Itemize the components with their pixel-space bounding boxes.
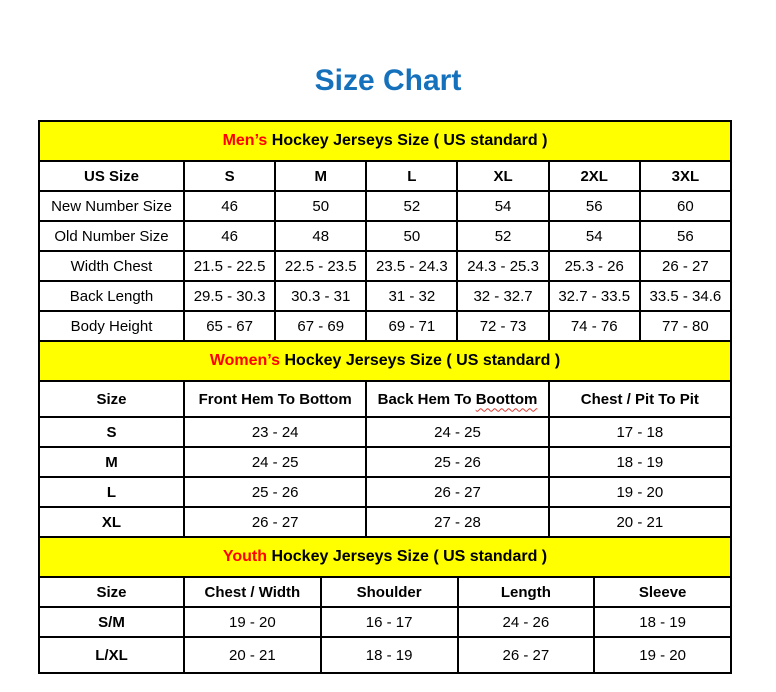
table-row	[39, 477, 731, 507]
womens-cell: 25 - 26	[184, 477, 366, 507]
mens-col-header: S	[184, 161, 275, 191]
womens-row-label: XL	[39, 507, 184, 537]
mens-cell: 69 - 71	[366, 311, 457, 341]
mens-cell: 26 - 27	[640, 251, 731, 281]
youth-cell: 19 - 20	[184, 607, 321, 637]
back-hem-misspelled-word: Boottom	[475, 390, 538, 408]
womens-cell: 24 - 25	[366, 417, 548, 447]
mens-row-label: Back Length	[39, 281, 184, 311]
mens-cell: 52	[366, 191, 457, 221]
womens-cell: 23 - 24	[184, 417, 366, 447]
mens-cell: 56	[640, 221, 731, 251]
mens-col-header: US Size	[39, 161, 184, 191]
mens-band-row	[39, 121, 731, 161]
youth-col-header: Chest / Width	[184, 577, 321, 607]
womens-row-label: L	[39, 477, 184, 507]
mens-band-rest: Hockey Jerseys Size ( US standard )	[267, 132, 548, 149]
mens-header-row	[39, 161, 731, 191]
mens-cell: 32.7 - 33.5	[549, 281, 640, 311]
womens-size-table	[38, 340, 732, 538]
mens-band-title	[39, 121, 731, 161]
mens-col-header: 2XL	[549, 161, 640, 191]
womens-header-row	[39, 381, 731, 417]
mens-cell: 77 - 80	[640, 311, 731, 341]
womens-band-row	[39, 341, 731, 381]
mens-cell: 56	[549, 191, 640, 221]
mens-cell: 46	[184, 191, 275, 221]
mens-band-highlight: Men’s	[222, 132, 268, 149]
table-row	[39, 191, 731, 221]
mens-row-label: Body Height	[39, 311, 184, 341]
table-row	[39, 221, 731, 251]
youth-cell: 18 - 19	[594, 607, 731, 637]
youth-cell: 19 - 20	[594, 637, 731, 673]
youth-row-label: L/XL	[39, 637, 184, 673]
mens-cell: 24.3 - 25.3	[457, 251, 548, 281]
table-row	[39, 281, 731, 311]
womens-cell: 18 - 19	[549, 447, 731, 477]
back-hem-prefix: Back Hem To	[377, 390, 476, 408]
womens-band-title	[39, 341, 731, 381]
mens-cell: 48	[275, 221, 366, 251]
womens-cell: 24 - 25	[184, 447, 366, 477]
mens-col-header: M	[275, 161, 366, 191]
womens-cell: 26 - 27	[184, 507, 366, 537]
womens-cell: 17 - 18	[549, 417, 731, 447]
youth-row-label: S/M	[39, 607, 184, 637]
table-row	[39, 637, 731, 673]
mens-row-label: New Number Size	[39, 191, 184, 221]
youth-col-header: Length	[458, 577, 595, 607]
womens-col-header: Size	[39, 381, 184, 417]
mens-row-label: Old Number Size	[39, 221, 184, 251]
mens-cell: 21.5 - 22.5	[184, 251, 275, 281]
mens-cell: 29.5 - 30.3	[184, 281, 275, 311]
mens-cell: 23.5 - 24.3	[366, 251, 457, 281]
mens-cell: 54	[457, 191, 548, 221]
table-row	[39, 447, 731, 477]
mens-cell: 60	[640, 191, 731, 221]
youth-cell: 24 - 26	[458, 607, 595, 637]
mens-cell: 67 - 69	[275, 311, 366, 341]
mens-cell: 32 - 32.7	[457, 281, 548, 311]
mens-cell: 46	[184, 221, 275, 251]
mens-cell: 30.3 - 31	[275, 281, 366, 311]
mens-col-header: L	[366, 161, 457, 191]
table-row	[39, 607, 731, 637]
mens-cell: 74 - 76	[549, 311, 640, 341]
size-chart	[38, 120, 732, 674]
mens-cell: 25.3 - 26	[549, 251, 640, 281]
mens-row-label: Width Chest	[39, 251, 184, 281]
womens-band-rest: Hockey Jerseys Size ( US standard )	[280, 352, 561, 369]
youth-col-header: Sleeve	[594, 577, 731, 607]
mens-col-header: XL	[457, 161, 548, 191]
womens-cell: 19 - 20	[549, 477, 731, 507]
womens-col-header: Front Hem To Bottom	[184, 381, 366, 417]
table-row	[39, 507, 731, 537]
mens-cell: 65 - 67	[184, 311, 275, 341]
mens-cell: 31 - 32	[366, 281, 457, 311]
womens-col-header-misspelled	[366, 381, 548, 417]
womens-row-label: S	[39, 417, 184, 447]
youth-band-row	[39, 537, 731, 577]
mens-cell: 72 - 73	[457, 311, 548, 341]
youth-header-row	[39, 577, 731, 607]
mens-cell: 54	[549, 221, 640, 251]
womens-cell: 25 - 26	[366, 447, 548, 477]
youth-band-rest: Hockey Jerseys Size ( US standard )	[267, 548, 548, 565]
mens-size-table	[38, 120, 732, 342]
table-row	[39, 311, 731, 341]
mens-cell: 22.5 - 23.5	[275, 251, 366, 281]
youth-cell: 16 - 17	[321, 607, 458, 637]
womens-cell: 20 - 21	[549, 507, 731, 537]
youth-col-header: Size	[39, 577, 184, 607]
mens-col-header: 3XL	[640, 161, 731, 191]
youth-cell: 26 - 27	[458, 637, 595, 673]
womens-col-header: Chest / Pit To Pit	[549, 381, 731, 417]
page-title: Size Chart	[314, 64, 462, 97]
table-row	[39, 251, 731, 281]
womens-cell: 27 - 28	[366, 507, 548, 537]
mens-cell: 52	[457, 221, 548, 251]
mens-cell: 33.5 - 34.6	[640, 281, 731, 311]
womens-row-label: M	[39, 447, 184, 477]
youth-cell: 18 - 19	[321, 637, 458, 673]
youth-size-table	[38, 536, 732, 674]
mens-cell: 50	[275, 191, 366, 221]
table-row	[39, 417, 731, 447]
youth-col-header: Shoulder	[321, 577, 458, 607]
womens-band-highlight: Women’s	[209, 352, 281, 369]
youth-cell: 20 - 21	[184, 637, 321, 673]
youth-band-title	[39, 537, 731, 577]
mens-cell: 50	[366, 221, 457, 251]
womens-cell: 26 - 27	[366, 477, 548, 507]
youth-band-highlight: Youth	[222, 548, 267, 565]
